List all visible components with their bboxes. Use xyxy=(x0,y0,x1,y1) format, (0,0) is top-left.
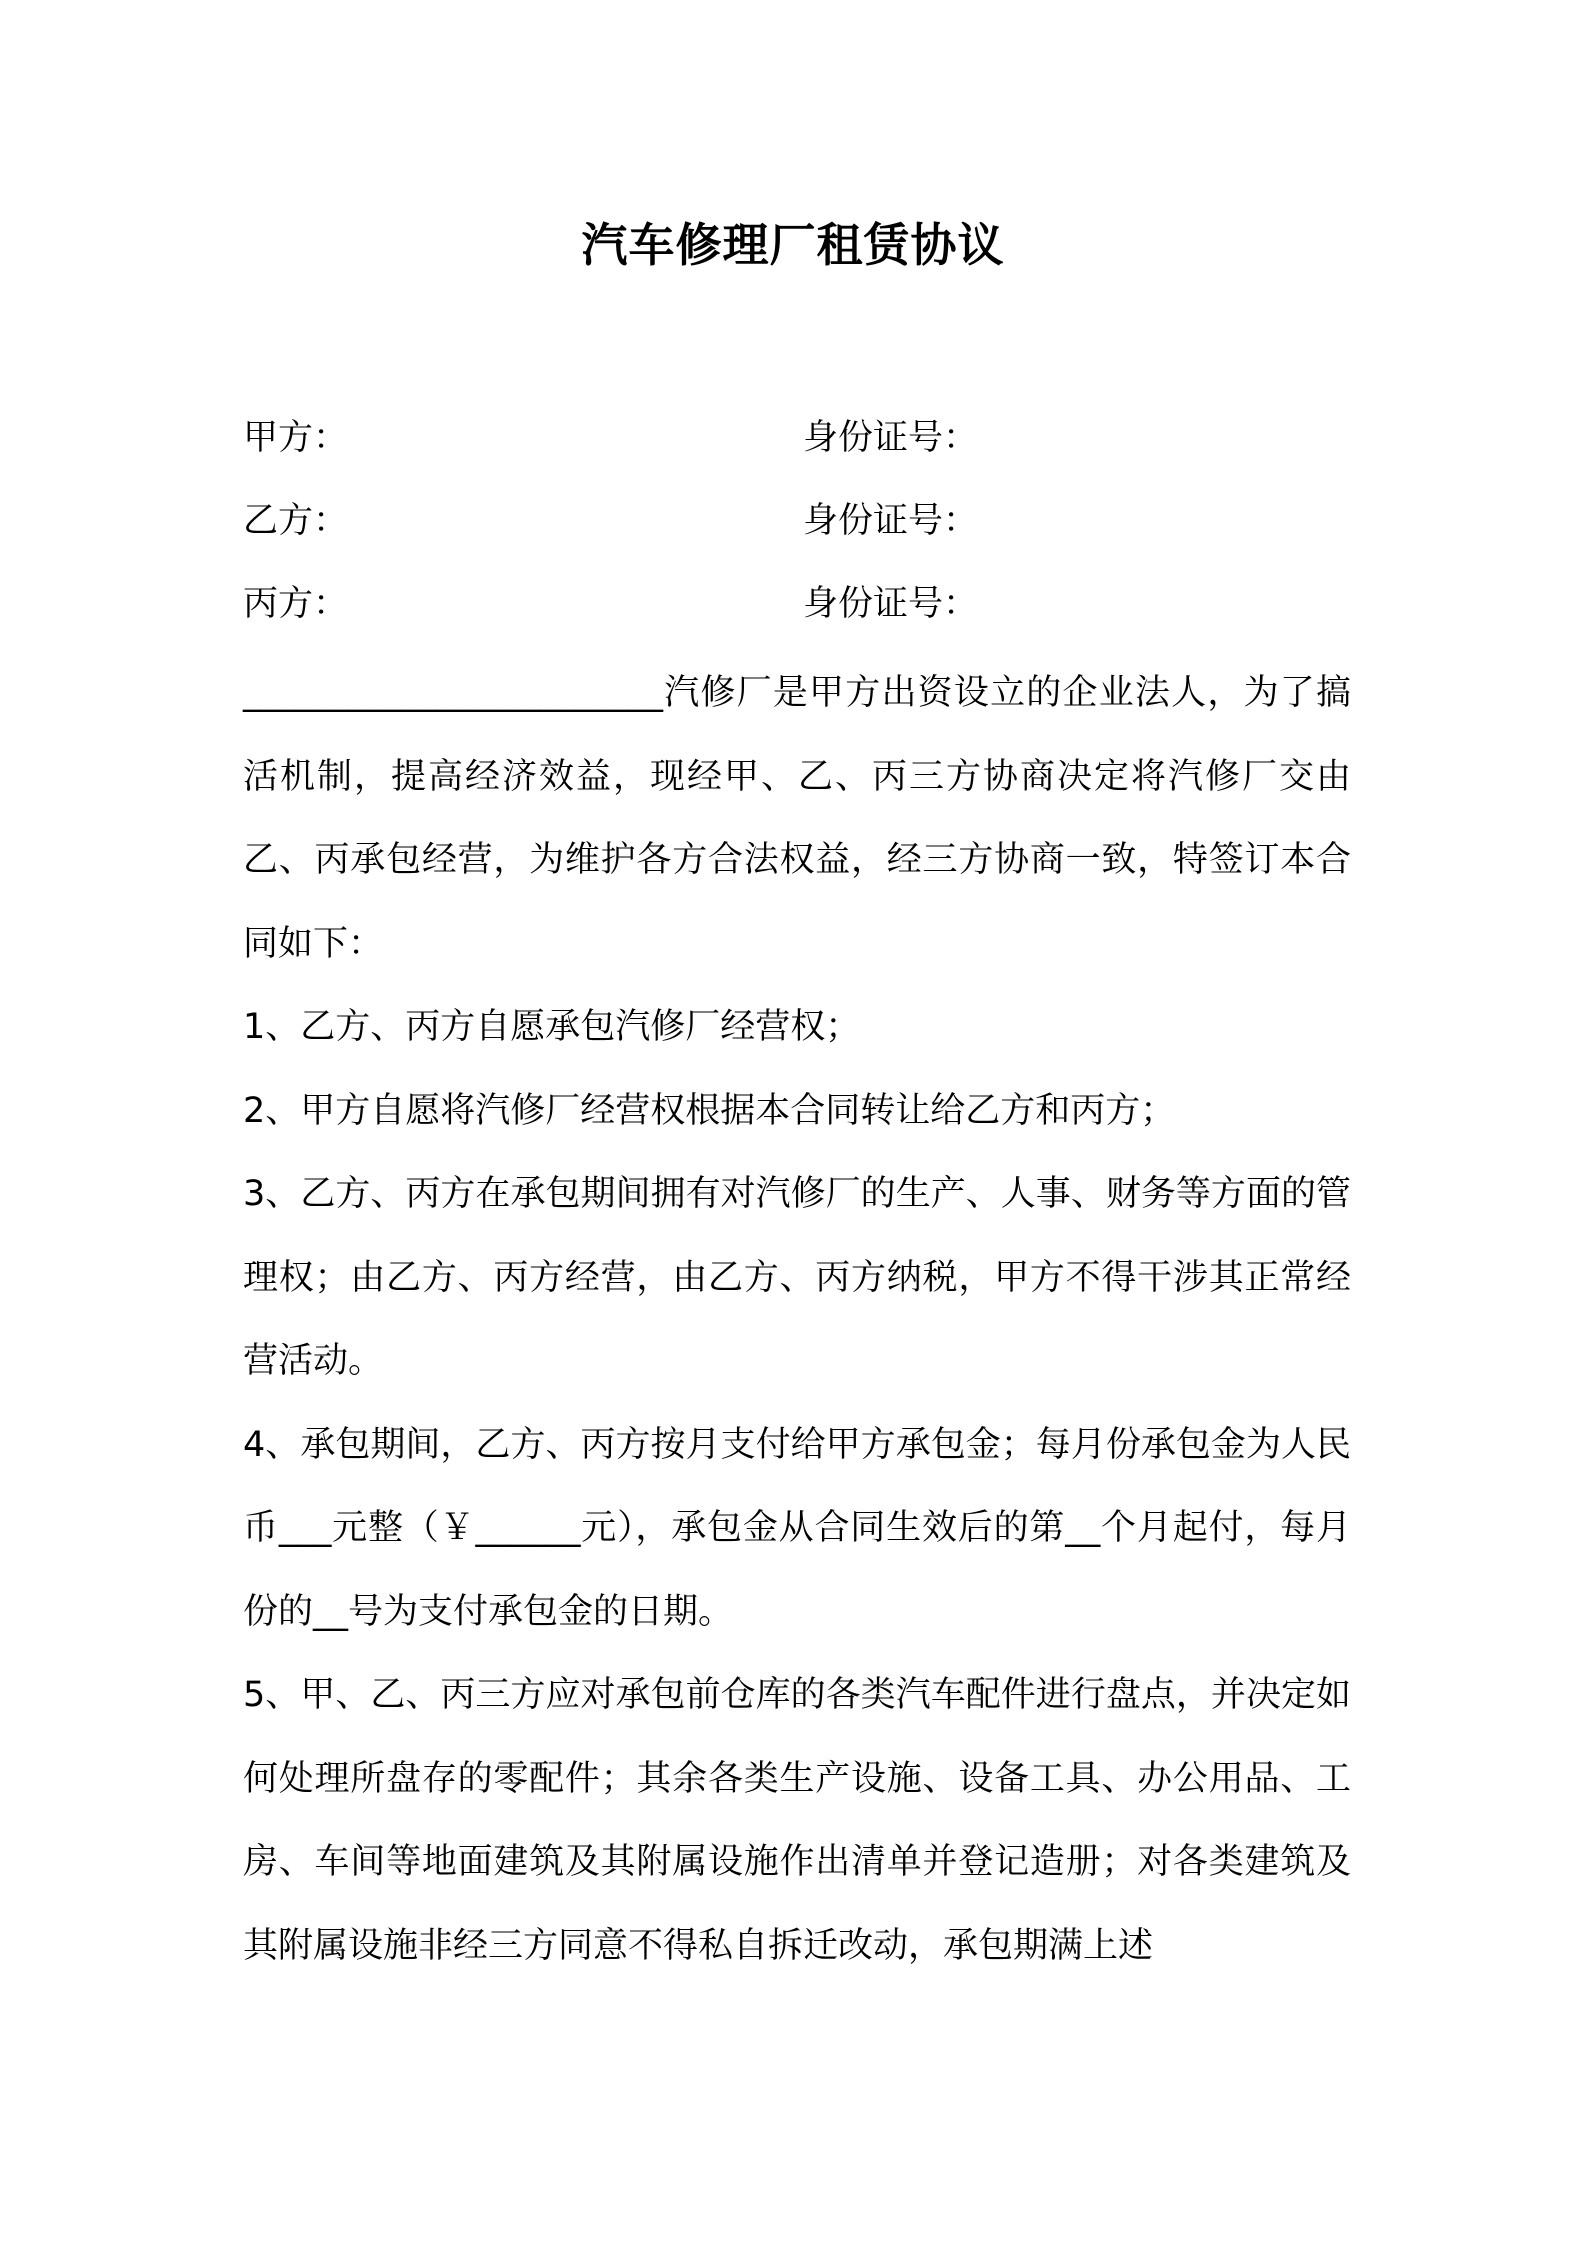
party-b-id-label: 身份证号： xyxy=(803,501,979,541)
party-row-b xyxy=(243,486,1353,569)
clause-4-part-5: 号为支付承包金的日期。 xyxy=(348,1591,734,1632)
party-row-a xyxy=(243,403,1353,486)
party-a-id-label: 身份证号： xyxy=(803,418,979,458)
clause-3: 3、乙方、丙方在承包期间拥有对汽修厂的生产、人事、财务等方面的管理权；由乙方、丙方经营，由乙方、丙方纳税，甲方不得干涉其正常经营活动。 xyxy=(243,1174,1351,1381)
party-b-label: 乙方： xyxy=(243,501,349,541)
clause-1: 1、乙方、丙方自愿承包汽修厂经营权； xyxy=(243,1007,861,1047)
clause-4-blank-4: __ xyxy=(313,1591,349,1632)
document-title: 汽车修理厂租赁协议 xyxy=(581,218,1005,272)
clause-4-part-4: 个月起付，每月份的 xyxy=(243,1508,1351,1632)
clause-4-part-3: 元），承包金从合同生效后的第 xyxy=(580,1508,1066,1548)
clause-4-blank-2: ______ xyxy=(475,1508,581,1548)
clause-2: 2、甲方自愿将汽修厂经营权根据本合同转让给乙方和丙方； xyxy=(243,1090,1176,1131)
intro-text: 汽修厂是甲方出资设立的企业法人，为了搞活机制，提高经济效益，现经甲、乙、丙三方协商决定将汽修厂交由乙、丙承包经营，为维护各方合法权益，经三方协商一致，特签订本合同如下： xyxy=(243,673,1351,964)
party-c-id-label: 身份证号： xyxy=(803,584,979,624)
clause-4-blank-3: __ xyxy=(1065,1508,1101,1548)
intro-blank: ________________________ xyxy=(243,673,663,713)
party-c-label: 丙方： xyxy=(243,584,349,624)
contract-body xyxy=(243,652,1351,1988)
parties-block xyxy=(243,403,1353,652)
intro-paragraph xyxy=(243,652,1351,986)
clause-4-part-2: 元整（￥ xyxy=(331,1508,476,1548)
clause-4-blank-1: ___ xyxy=(278,1508,332,1548)
clause-4-part-1: 4、承包期间，乙方、丙方按月支付给甲方承包金；每月份承包金为人民币 xyxy=(243,1424,1351,1548)
party-a-label: 甲方： xyxy=(243,418,349,458)
party-row-c xyxy=(243,569,1353,652)
clause-4 xyxy=(243,1404,1351,1655)
clause-5: 5、甲、乙、丙三方应对承包前仓库的各类汽车配件进行盘点，并决定如何处理所盘存的零配件；其余各类生产设施、设备工具、办公用品、工房、车间等地面建筑及其附属设施作出清单并登记造册；对各类建筑及其附属设施非经三方同意不得私自拆迁改动，承包期满上述 xyxy=(243,1675,1351,1966)
